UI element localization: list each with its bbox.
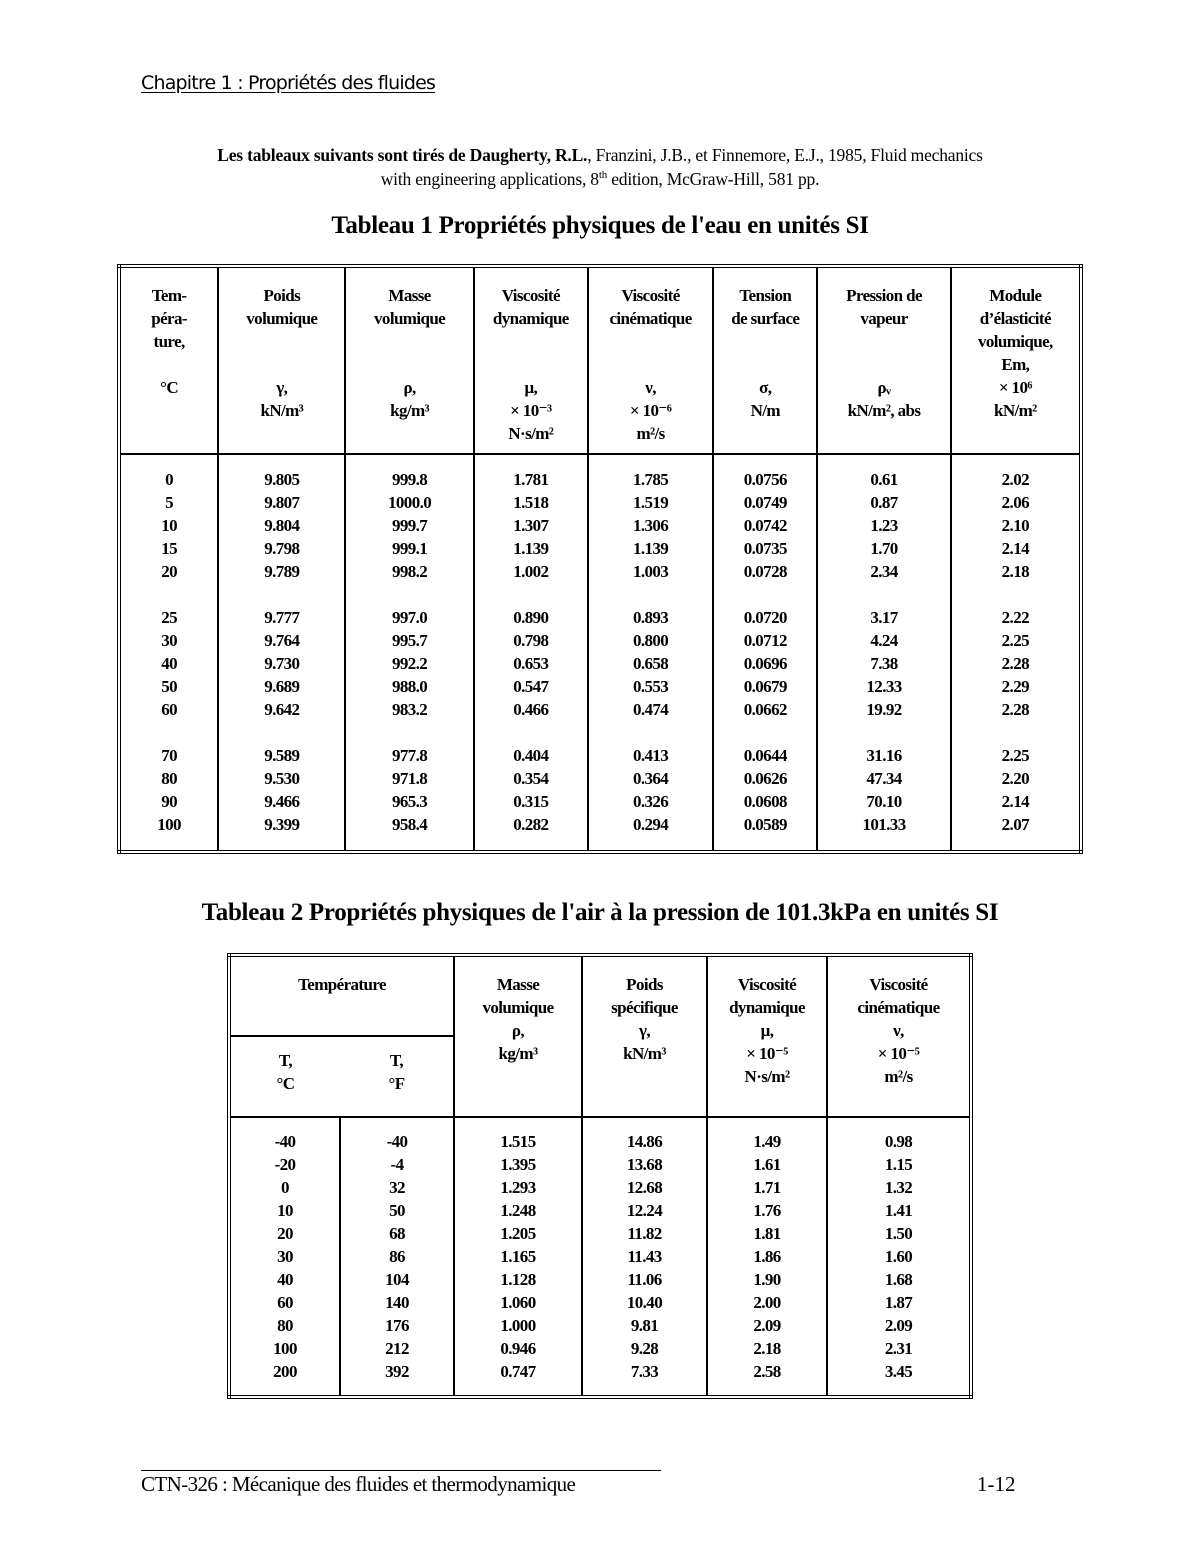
table-cell: 999.1	[345, 537, 473, 560]
source-line2-pre: with engineering applications, 8	[380, 169, 599, 189]
table-row	[229, 1360, 971, 1397]
table-row	[119, 813, 1081, 852]
table1-body	[119, 454, 1081, 852]
table-cell: 50	[340, 1199, 454, 1222]
table-cell: 32	[340, 1176, 454, 1199]
table-cell: 9.789	[218, 560, 345, 583]
table-cell: 1.15	[827, 1153, 971, 1176]
table-cell: 2.10	[951, 514, 1081, 537]
table-cell: 1.41	[827, 1199, 971, 1222]
table-cell: 0.404	[474, 721, 588, 767]
table-row	[119, 790, 1081, 813]
table-cell: 100	[119, 813, 218, 852]
table-cell: 1.293	[454, 1176, 582, 1199]
table-row	[229, 1337, 971, 1360]
table-cell: 1.519	[588, 491, 713, 514]
table-cell: 0.747	[454, 1360, 582, 1397]
source-line-2	[120, 167, 1080, 191]
table-cell: 9.730	[218, 652, 345, 675]
table-row	[229, 1291, 971, 1314]
table-cell: 90	[119, 790, 218, 813]
table-cell: -40	[229, 1117, 340, 1153]
table-cell: 9.804	[218, 514, 345, 537]
footer-course-title: CTN-326 : Mécanique des fluides et thermodynamique	[141, 1472, 576, 1496]
air-properties-table	[227, 953, 973, 1399]
table-cell: 2.22	[951, 583, 1081, 629]
table-cell: 2.09	[827, 1314, 971, 1337]
table-cell: 0.0728	[713, 560, 817, 583]
table-cell: 0.547	[474, 675, 588, 698]
table-cell: 140	[340, 1291, 454, 1314]
table-cell: 2.18	[707, 1337, 827, 1360]
table-cell: 9.589	[218, 721, 345, 767]
table-cell: 1.248	[454, 1199, 582, 1222]
table1-col-header: Viscosité cinématique ν, × 10⁻⁶ m²/s	[588, 266, 713, 454]
table-cell: 0.326	[588, 790, 713, 813]
table-cell: 15	[119, 537, 218, 560]
table-cell: 997.0	[345, 583, 473, 629]
table-row	[229, 1222, 971, 1245]
table-cell: 14.86	[582, 1117, 707, 1153]
table-cell: 11.43	[582, 1245, 707, 1268]
table-cell: 0.890	[474, 583, 588, 629]
table-cell: 0.893	[588, 583, 713, 629]
table-cell: 212	[340, 1337, 454, 1360]
table-row	[119, 537, 1081, 560]
table-cell: 86	[340, 1245, 454, 1268]
table-cell: 1.139	[474, 537, 588, 560]
table-cell: 2.07	[951, 813, 1081, 852]
page-number: 1-12	[977, 1472, 1016, 1496]
table-cell: 0.466	[474, 698, 588, 721]
table-cell: 2.28	[951, 698, 1081, 721]
table-cell: 1.518	[474, 491, 588, 514]
table-cell: 47.34	[817, 767, 950, 790]
source-authors-bold: Les tableaux suivants sont tirés de Daugherty, R.L.	[217, 145, 588, 165]
table-cell: 70	[119, 721, 218, 767]
table-cell: 13.68	[582, 1153, 707, 1176]
table-cell: 104	[340, 1268, 454, 1291]
table-cell: 1.61	[707, 1153, 827, 1176]
table-cell: 1.139	[588, 537, 713, 560]
table2-body	[229, 1117, 971, 1397]
table-cell: 30	[229, 1245, 340, 1268]
table-row	[119, 675, 1081, 698]
table-cell: 31.16	[817, 721, 950, 767]
table-row	[229, 1199, 971, 1222]
table1-caption: Tableau 1 Propriétés physiques de l'eau en unités SI	[331, 212, 869, 239]
table-cell: 0.800	[588, 629, 713, 652]
table-cell: 0.413	[588, 721, 713, 767]
table-cell: 20	[119, 560, 218, 583]
table-cell: 0.364	[588, 767, 713, 790]
table1-col-header: Viscosité dynamique μ, × 10⁻³ N·s/m²	[474, 266, 588, 454]
table-cell: 11.82	[582, 1222, 707, 1245]
table-cell: 965.3	[345, 790, 473, 813]
table-cell: 1.165	[454, 1245, 582, 1268]
table-cell: 1.23	[817, 514, 950, 537]
table-cell: 80	[119, 767, 218, 790]
table-cell: 25	[119, 583, 218, 629]
table-cell: 0.946	[454, 1337, 582, 1360]
table-cell: 392	[340, 1360, 454, 1397]
table-cell: 10.40	[582, 1291, 707, 1314]
table-cell: 1.515	[454, 1117, 582, 1153]
table-row	[229, 1153, 971, 1176]
table-cell: 7.33	[582, 1360, 707, 1397]
table-row	[229, 1268, 971, 1291]
table-cell: 19.92	[817, 698, 950, 721]
table-cell: 100	[229, 1337, 340, 1360]
table-row	[229, 1117, 971, 1153]
table-cell: 20	[229, 1222, 340, 1245]
temp-celsius-header: T, °C	[229, 1036, 340, 1117]
table-cell: 983.2	[345, 698, 473, 721]
table-cell: 0.282	[474, 813, 588, 852]
table2-col-header: Masse volumique ρ, kg/m³	[454, 955, 582, 1117]
table-cell: 68	[340, 1222, 454, 1245]
table-cell: 80	[229, 1314, 340, 1337]
table-cell: 1000.0	[345, 491, 473, 514]
table-cell: 1.90	[707, 1268, 827, 1291]
table-cell: 0.0756	[713, 454, 817, 491]
table-cell: 0.0662	[713, 698, 817, 721]
source-line-1	[120, 143, 1080, 167]
table-cell: 3.45	[827, 1360, 971, 1397]
table-cell: 0.798	[474, 629, 588, 652]
table-cell: 2.29	[951, 675, 1081, 698]
table-cell: 0	[119, 454, 218, 491]
table-cell: 1.395	[454, 1153, 582, 1176]
table-cell: 9.466	[218, 790, 345, 813]
table1-col-header: Pression de vapeur ρᵥ kN/m², abs	[817, 266, 950, 454]
table-cell: 9.399	[218, 813, 345, 852]
table-cell: 12.33	[817, 675, 950, 698]
table-cell: 1.32	[827, 1176, 971, 1199]
table-cell: 1.000	[454, 1314, 582, 1337]
table2-col-header: Poids spécifique γ, kN/m³	[582, 955, 707, 1117]
table-cell: 9.807	[218, 491, 345, 514]
table1-col-header: Tension de surface σ, N/m	[713, 266, 817, 454]
table-cell: 2.25	[951, 629, 1081, 652]
table-cell: 3.17	[817, 583, 950, 629]
table-cell: 2.20	[951, 767, 1081, 790]
table-cell: 9.798	[218, 537, 345, 560]
source-line2-post: edition, McGraw-Hill, 581 pp.	[607, 169, 820, 189]
source-line1-rest: , Franzini, J.B., et Finnemore, E.J., 1985, Fluid mechanics	[587, 145, 983, 165]
table-cell: 2.14	[951, 537, 1081, 560]
table-cell: 7.38	[817, 652, 950, 675]
table-cell: -4	[340, 1153, 454, 1176]
table-cell: 0.0749	[713, 491, 817, 514]
table-cell: 9.642	[218, 698, 345, 721]
table-cell: 40	[229, 1268, 340, 1291]
table-cell: 9.689	[218, 675, 345, 698]
table-cell: 988.0	[345, 675, 473, 698]
table-cell: 11.06	[582, 1268, 707, 1291]
chapter-header: Chapitre 1 : Propriétés des fluides	[141, 72, 436, 94]
footer-rule	[141, 1470, 661, 1471]
table-cell: 1.86	[707, 1245, 827, 1268]
table-cell: 9.764	[218, 629, 345, 652]
table-row	[119, 629, 1081, 652]
water-properties-table	[117, 264, 1083, 854]
table-row	[119, 454, 1081, 491]
table-cell: 50	[119, 675, 218, 698]
table-cell: 2.02	[951, 454, 1081, 491]
table-cell: 30	[119, 629, 218, 652]
table-cell: 0.87	[817, 491, 950, 514]
table1-col-header: Masse volumique ρ, kg/m³	[345, 266, 473, 454]
table-cell: 0.294	[588, 813, 713, 852]
table-cell: 971.8	[345, 767, 473, 790]
table1-col-header: Module d’élasticité volumique, Em, × 10⁶ kN/m²	[951, 266, 1081, 454]
table-cell: 101.33	[817, 813, 950, 852]
table-cell: 995.7	[345, 629, 473, 652]
table-cell: 2.00	[707, 1291, 827, 1314]
table-cell: 10	[229, 1199, 340, 1222]
table-cell: 1.70	[817, 537, 950, 560]
table-cell: -20	[229, 1153, 340, 1176]
table-cell: 0.474	[588, 698, 713, 721]
table-cell: 1.002	[474, 560, 588, 583]
table-cell: 1.128	[454, 1268, 582, 1291]
table-cell: 0.653	[474, 652, 588, 675]
table-cell: 992.2	[345, 652, 473, 675]
table-cell: 1.205	[454, 1222, 582, 1245]
source-edition-sup: th	[598, 169, 608, 182]
table-cell: 40	[119, 652, 218, 675]
table-cell: 1.60	[827, 1245, 971, 1268]
table-cell: 12.24	[582, 1199, 707, 1222]
table-cell: 0.0720	[713, 583, 817, 629]
table-cell: 5	[119, 491, 218, 514]
table1-col-header: Tem- péra- ture, °C	[119, 266, 218, 454]
table-cell: 1.87	[827, 1291, 971, 1314]
temperature-group-header: Température	[229, 955, 454, 1036]
table-row	[119, 767, 1081, 790]
table-cell: 10	[119, 514, 218, 537]
table-cell: 200	[229, 1360, 340, 1397]
source-citation	[120, 143, 1080, 191]
table-cell: 1.307	[474, 514, 588, 537]
table-cell: 2.28	[951, 652, 1081, 675]
table-cell: 9.28	[582, 1337, 707, 1360]
table-cell: 0.0589	[713, 813, 817, 852]
table-cell: 9.805	[218, 454, 345, 491]
table-cell: 2.58	[707, 1360, 827, 1397]
table-cell: 1.781	[474, 454, 588, 491]
table2-caption: Tableau 2 Propriétés physiques de l'air à la pression de 101.3kPa en unités SI	[201, 899, 999, 926]
table-cell: 0.0608	[713, 790, 817, 813]
table-cell: 0.0735	[713, 537, 817, 560]
table-cell: 1.003	[588, 560, 713, 583]
table-cell: 0.0696	[713, 652, 817, 675]
table-cell: 958.4	[345, 813, 473, 852]
table-cell: 2.14	[951, 790, 1081, 813]
table-cell: 0.553	[588, 675, 713, 698]
table-cell: 0.0712	[713, 629, 817, 652]
table2-group-header-row	[229, 955, 971, 1036]
table-cell: 0.0742	[713, 514, 817, 537]
table2-col-header: Viscosité cinématique ν, × 10⁻⁵ m²/s	[827, 955, 971, 1117]
table-row	[119, 583, 1081, 629]
table-cell: 1.49	[707, 1117, 827, 1153]
table1-header-row	[119, 266, 1081, 454]
table-cell: 1.71	[707, 1176, 827, 1199]
table-cell: 1.81	[707, 1222, 827, 1245]
table-row	[119, 491, 1081, 514]
table-cell: 4.24	[817, 629, 950, 652]
table-row	[229, 1245, 971, 1268]
table-cell: 1.306	[588, 514, 713, 537]
table-cell: 12.68	[582, 1176, 707, 1199]
table-row	[119, 698, 1081, 721]
table-cell: 1.50	[827, 1222, 971, 1245]
table-cell: 0.658	[588, 652, 713, 675]
table-row	[119, 652, 1081, 675]
table-cell: 977.8	[345, 721, 473, 767]
table-cell: 999.7	[345, 514, 473, 537]
table-cell: 2.09	[707, 1314, 827, 1337]
table-cell: 0.61	[817, 454, 950, 491]
table-cell: 0.315	[474, 790, 588, 813]
table-cell: 999.8	[345, 454, 473, 491]
temp-fahrenheit-header: T, °F	[340, 1036, 454, 1117]
table-cell: 176	[340, 1314, 454, 1337]
table-row	[119, 721, 1081, 767]
table-cell: 1.060	[454, 1291, 582, 1314]
table-row	[119, 514, 1081, 537]
table-cell: 2.34	[817, 560, 950, 583]
table-cell: 60	[229, 1291, 340, 1314]
table-cell: 60	[119, 698, 218, 721]
table-cell: 998.2	[345, 560, 473, 583]
table-cell: 70.10	[817, 790, 950, 813]
table-row	[229, 1314, 971, 1337]
table-cell: 0.354	[474, 767, 588, 790]
table-row	[119, 560, 1081, 583]
table-cell: -40	[340, 1117, 454, 1153]
table2-col-header: Viscosité dynamique μ, × 10⁻⁵ N·s/m²	[707, 955, 827, 1117]
table1-col-header: Poids volumique γ, kN/m³	[218, 266, 345, 454]
table-row	[229, 1176, 971, 1199]
table-cell: 2.25	[951, 721, 1081, 767]
table-cell: 0.0644	[713, 721, 817, 767]
table-cell: 1.785	[588, 454, 713, 491]
table-cell: 1.76	[707, 1199, 827, 1222]
table-cell: 1.68	[827, 1268, 971, 1291]
table-cell: 0.98	[827, 1117, 971, 1153]
table-cell: 0.0626	[713, 767, 817, 790]
table-cell: 0	[229, 1176, 340, 1199]
table-cell: 9.777	[218, 583, 345, 629]
table-cell: 9.81	[582, 1314, 707, 1337]
table-cell: 2.06	[951, 491, 1081, 514]
table-cell: 2.31	[827, 1337, 971, 1360]
table-cell: 2.18	[951, 560, 1081, 583]
table-cell: 0.0679	[713, 675, 817, 698]
table-cell: 9.530	[218, 767, 345, 790]
